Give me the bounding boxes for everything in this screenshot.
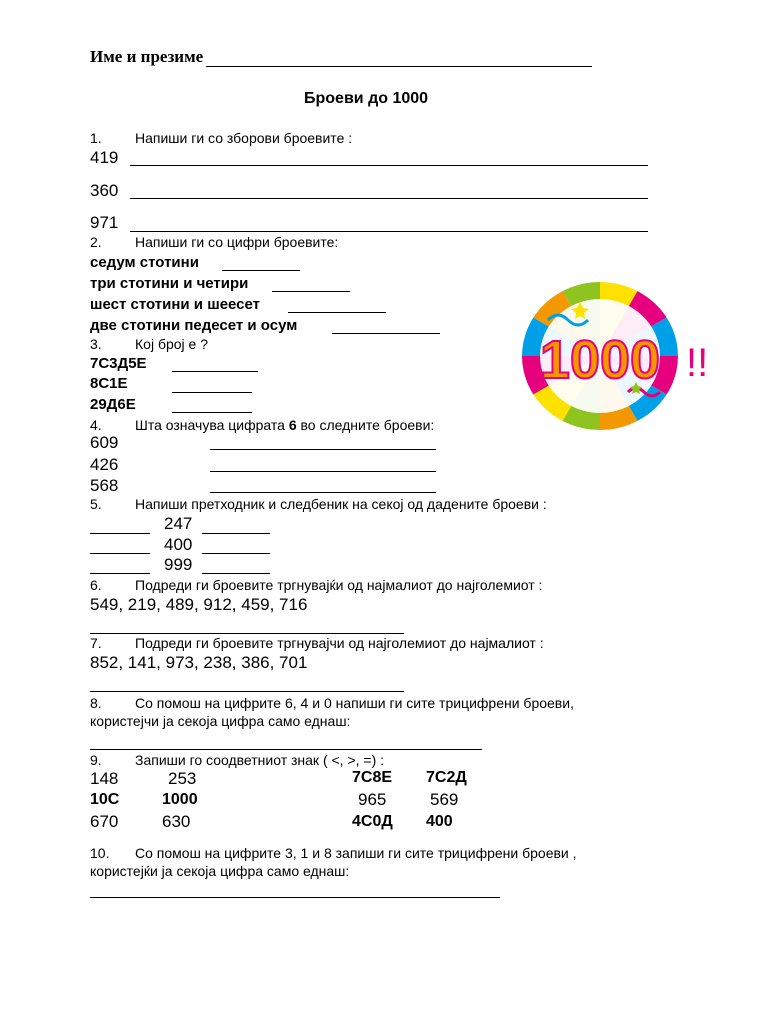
q9-left-1-a: 148 bbox=[90, 769, 119, 788]
q4-item-2: 426 bbox=[90, 455, 119, 474]
q2-item-2: три стотини и четири bbox=[90, 275, 249, 292]
q9-right-1-b: 7С2Д bbox=[426, 769, 467, 786]
name-label: Име и презиме bbox=[90, 47, 204, 66]
q3-item-1: 7С3Д5Е bbox=[90, 355, 147, 372]
q4-answer-line-1[interactable] bbox=[210, 449, 436, 450]
q8-answer-line[interactable] bbox=[90, 749, 482, 750]
q4-item-1: 609 bbox=[90, 433, 119, 452]
q4-number: 4. bbox=[90, 417, 102, 433]
q5-predecessor-line-2[interactable] bbox=[90, 553, 150, 554]
q6-numbers: 549, 219, 489, 912, 459, 716 bbox=[90, 595, 308, 614]
q2-item-4: две стотини педесет и осум bbox=[90, 317, 298, 334]
q9-right-1-a: 7С8Е bbox=[352, 769, 393, 786]
balloon-1000-image bbox=[518, 280, 714, 432]
q3-item-2: 8С1Е bbox=[90, 375, 128, 392]
q10-text-2: користејќи ја секоја цифра само еднаш: bbox=[90, 863, 350, 879]
q9-text: Запиши го соодветниот знак ( <, >, =) : bbox=[135, 752, 385, 768]
q1-answer-line-3[interactable] bbox=[130, 231, 648, 232]
exclaim-marks: !! bbox=[686, 341, 709, 385]
name-line[interactable] bbox=[206, 66, 592, 67]
q9-right-2-b: 569 bbox=[430, 790, 459, 809]
q9-number: 9. bbox=[90, 752, 102, 768]
q7-text: Подреди ги броевите тргнувајчи од најголемиот до најмалиот : bbox=[135, 635, 544, 651]
q5-item-3: 999 bbox=[164, 555, 193, 574]
q10-answer-line[interactable] bbox=[90, 897, 500, 898]
q9-left-1-b: 253 bbox=[168, 769, 197, 788]
q9-left-3-b: 630 bbox=[162, 812, 191, 831]
q9-right-3-b: 400 bbox=[426, 813, 453, 830]
q2-item-1: седум стотини bbox=[90, 254, 199, 271]
q5-successor-line-2[interactable] bbox=[202, 553, 270, 554]
q2-answer-line-3[interactable] bbox=[288, 312, 386, 313]
q2-text: Напиши ги со цифри броевите: bbox=[135, 234, 339, 250]
q3-answer-line-3[interactable] bbox=[172, 412, 252, 413]
q7-numbers: 852, 141, 973, 238, 386, 701 bbox=[90, 653, 308, 672]
q4-item-3: 568 bbox=[90, 476, 119, 495]
q5-number: 5. bbox=[90, 496, 102, 512]
q8-text-2: користејчи ја секоја цифра само еднаш: bbox=[90, 713, 351, 729]
q6-text: Подреди ги броевите тргнувајќи од најмалиот до најголемиот : bbox=[135, 577, 543, 593]
q4-answer-line-2[interactable] bbox=[210, 471, 436, 472]
q7-number: 7. bbox=[90, 635, 102, 651]
q8-number: 8. bbox=[90, 695, 102, 711]
q6-number: 6. bbox=[90, 577, 102, 593]
q2-item-3: шест стотини и шеесет bbox=[90, 296, 261, 313]
q3-text: Кој број е ? bbox=[135, 336, 208, 352]
q5-successor-line-3[interactable] bbox=[202, 573, 270, 574]
q10-number: 10. bbox=[90, 845, 110, 861]
q9-right-2-a: 965 bbox=[358, 790, 387, 809]
q1-item-1: 419 bbox=[90, 148, 119, 167]
q5-text: Напиши претходник и следбеник на секој од дадените броеви : bbox=[135, 496, 547, 512]
q2-number: 2. bbox=[90, 234, 102, 250]
q9-left-3-a: 670 bbox=[90, 812, 119, 831]
q6-answer-line[interactable] bbox=[90, 633, 404, 634]
q4-answer-line-3[interactable] bbox=[210, 492, 436, 493]
q1-item-3: 971 bbox=[90, 213, 119, 232]
q1-number: 1. bbox=[90, 130, 102, 146]
q4-text-after: во следните броеви: bbox=[296, 417, 435, 433]
q1-text: Напиши ги со зборови броевите : bbox=[135, 130, 353, 146]
balloon-text: 1000 bbox=[539, 330, 661, 390]
q9-right-3-a: 4С0Д bbox=[352, 813, 393, 830]
q5-predecessor-line-3[interactable] bbox=[90, 573, 150, 574]
q5-item-2: 400 bbox=[164, 535, 193, 554]
q2-answer-line-4[interactable] bbox=[332, 333, 440, 334]
q1-answer-line-2[interactable] bbox=[130, 198, 648, 199]
q9-left-2-a: 10С bbox=[90, 791, 120, 808]
q2-answer-line-2[interactable] bbox=[272, 291, 350, 292]
q3-answer-line-2[interactable] bbox=[172, 392, 252, 393]
q4-text-before: Шта означува цифрата bbox=[135, 417, 289, 433]
q3-answer-line-1[interactable] bbox=[172, 371, 258, 372]
q3-number: 3. bbox=[90, 336, 102, 352]
q10-text: Со помош на цифрите 3, 1 и 8 запиши ги сите трицифрени броеви , bbox=[135, 845, 577, 861]
q7-answer-line[interactable] bbox=[90, 691, 404, 692]
q4-digit: 6 bbox=[288, 417, 297, 433]
q4-text bbox=[135, 417, 434, 433]
q3-item-3: 29Д6Е bbox=[90, 396, 136, 413]
q5-item-1: 247 bbox=[164, 514, 193, 533]
q1-answer-line-1[interactable] bbox=[130, 165, 648, 166]
q8-text: Со помош на цифрите 6, 4 и 0 напиши ги сите трицифрени броеви, bbox=[135, 695, 574, 711]
q9-left-2-b: 1000 bbox=[162, 791, 198, 808]
page-title: Броеви до 1000 bbox=[304, 90, 429, 107]
q2-answer-line-1[interactable] bbox=[222, 270, 300, 271]
q5-predecessor-line-1[interactable] bbox=[90, 533, 150, 534]
q5-successor-line-1[interactable] bbox=[202, 533, 270, 534]
q1-item-2: 360 bbox=[90, 181, 119, 200]
